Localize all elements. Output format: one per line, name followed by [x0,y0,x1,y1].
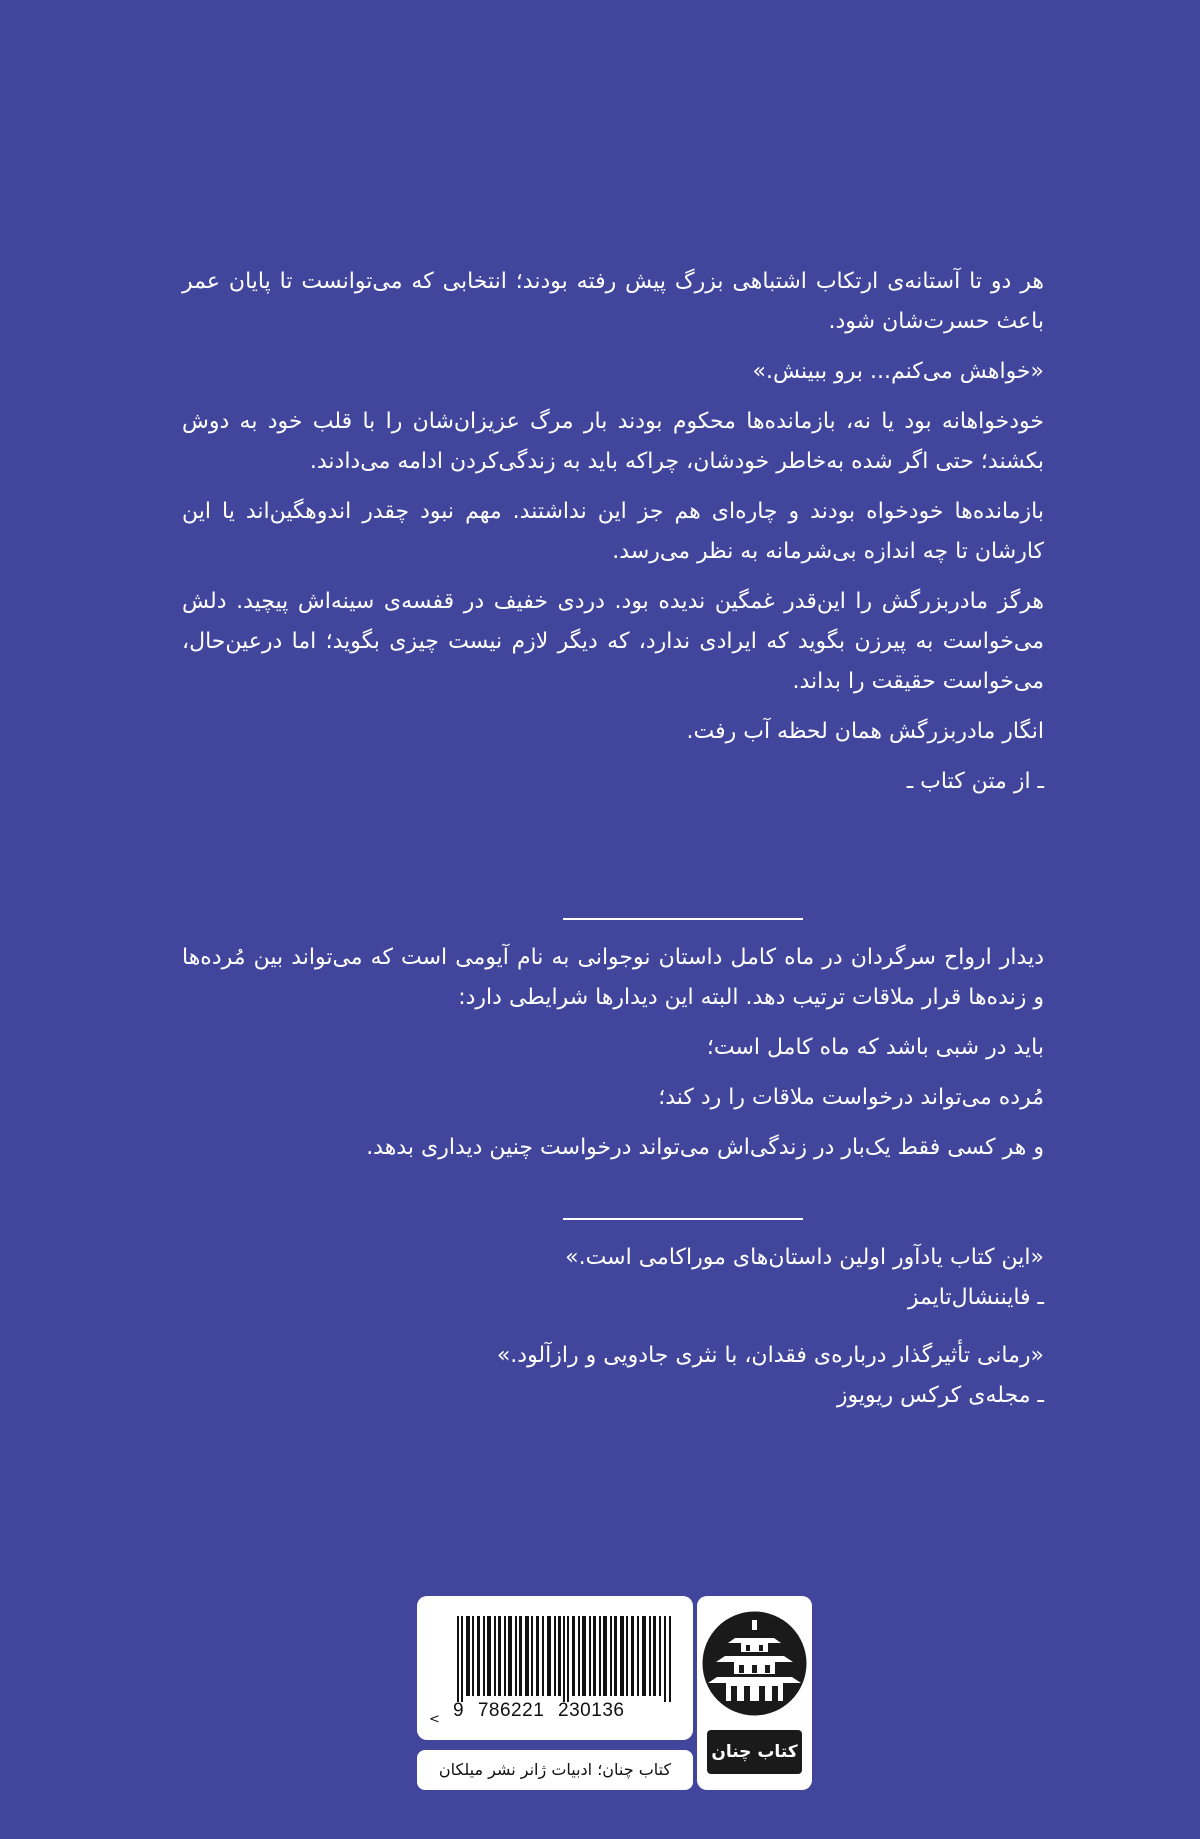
barcode-icon [457,1616,675,1702]
barcode-quiet-zone-arrow: < [429,1712,440,1727]
excerpt-paragraph: هرگز مادربزرگش را این‌قدر غمگین ندیده بود. دردی خفیف در قفسه‌ی سینه‌اش پیچید. دلش می‌خواست به پیرزن بگوید که ایرادی ندارد، که دیگر لازم نیست چیزی بگوید؛ اما درعین‌حال، می‌خواست حقیقت را بداند. [182,589,1044,694]
reviews [182,1238,1044,1434]
excerpt-paragraph: انگار مادربزرگش همان لحظه آب رفت. [686,719,1044,744]
divider [563,1218,803,1220]
book-excerpt [182,262,1044,812]
excerpt-paragraph: بازمانده‌ها خودخواه بودند و چاره‌ای هم جز این نداشتند. مهم نبود چقدر اندوهگین‌اند یا این کارشان تا چه اندازه بی‌شرمانه به نظر می‌رسد. [182,499,1044,564]
imprint-label: کتاب چنان؛ ادبیات ژانر نشر میلکان [417,1750,693,1790]
excerpt-paragraph: هر دو تا آستانه‌ی ارتکاب اشتباهی بزرگ پیش رفته بودند؛ انتخابی که می‌توانست تا پایان عمر باعث حسرت‌شان شود. [182,269,1044,334]
isbn-number [453,1700,679,1722]
isbn-digit-group: 786221 [477,1700,545,1721]
pagoda-icon [701,1610,808,1717]
isbn-digit-group: 9 [453,1700,465,1721]
review-quote: «رمانی تأثیرگذار درباره‌ی فقدان، با نثری جادویی و رازآلود.» [496,1343,1044,1368]
review-source: ـ مجله‌ی کرکس ریویوز [836,1383,1044,1408]
isbn-digit-group: 230136 [558,1700,625,1721]
book-synopsis [182,938,1044,1178]
excerpt-paragraph: خودخواهانه بود یا نه، بازمانده‌ها محکوم بودند بار مرگ عزیزان‌شان را با قلب خود به دوش بکشند؛ حتی اگر شده به‌خاطر خودشان، چراکه باید به زندگی‌کردن ادامه می‌دادند. [182,409,1044,474]
publisher-name: کتاب چنان [707,1730,802,1774]
synopsis-condition: و هر کسی فقط یک‌بار در زندگی‌اش می‌تواند درخواست چنین دیداری بدهد. [366,1135,1044,1160]
excerpt-source: ـ از متن کتاب ـ [906,769,1044,794]
publisher-logo [697,1596,812,1790]
synopsis-condition: مُرده می‌تواند درخواست ملاقات را رد کند؛ [658,1085,1044,1110]
divider [563,918,803,920]
synopsis-condition: باید در شبی باشد که ماه کامل است؛ [706,1035,1044,1060]
review-quote: «این کتاب یادآور اولین داستان‌های موراکامی است.» [565,1245,1044,1270]
excerpt-paragraph: «خواهش می‌کنم... برو ببینش.» [752,359,1044,384]
synopsis-paragraph: دیدار ارواح سرگردان در ماه کامل داستان نوجوانی به نام آیومی است که می‌تواند بین مُرده‌ها و زنده‌ها قرار ملاقات ترتیب دهد. البته این دیدارها شرایطی دارد: [182,945,1044,1010]
barcode-card [417,1596,693,1740]
review-source: ـ فایننشال‌تایمز [907,1285,1044,1310]
